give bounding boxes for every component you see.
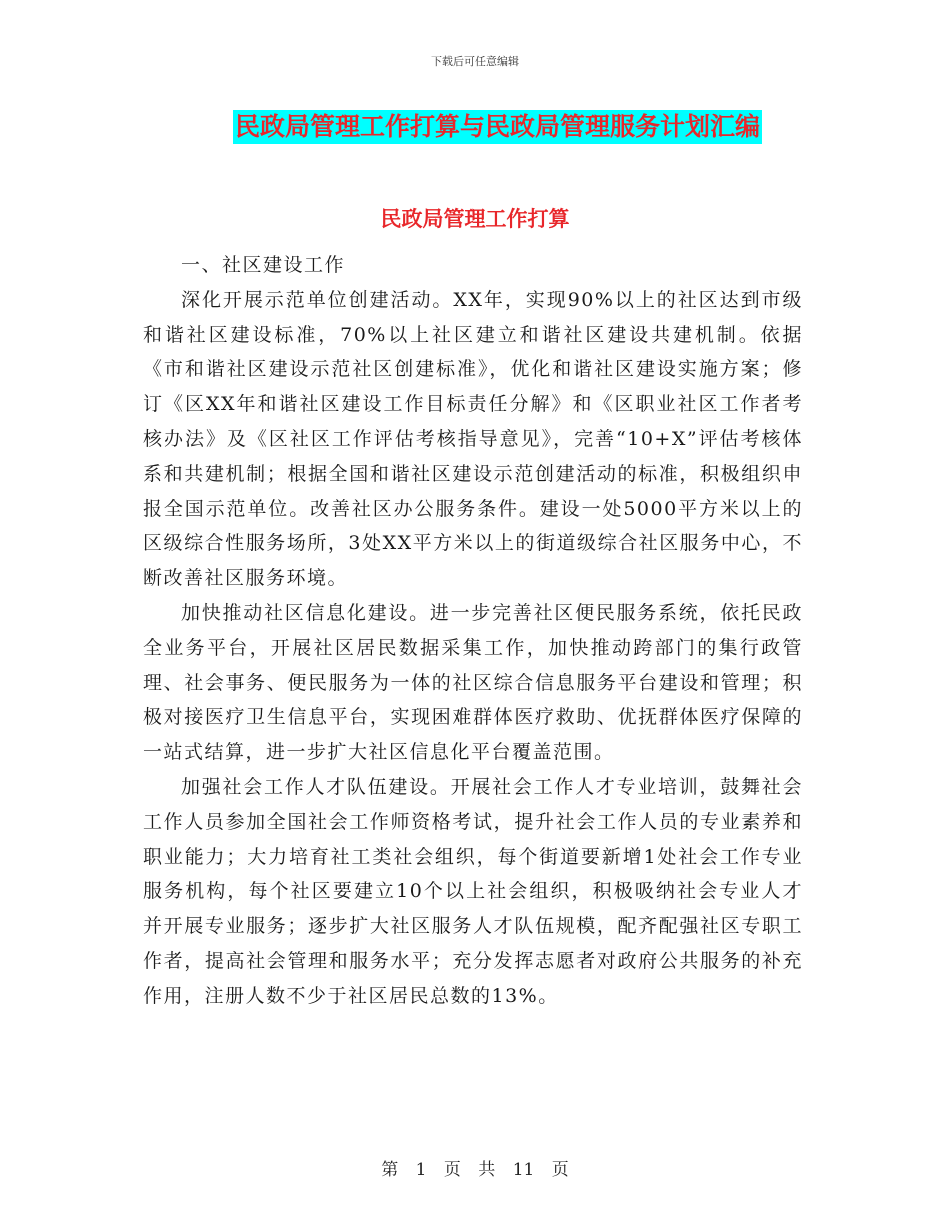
page-footer xyxy=(0,1155,950,1180)
document-main-title xyxy=(0,110,950,144)
footer-suffix: 页 xyxy=(551,1160,569,1180)
total-page-count: 11 xyxy=(512,1160,535,1180)
footer-total-prefix: 共 xyxy=(478,1160,496,1180)
main-title-text: 民政局管理工作打算与民政局管理服务计划汇编 xyxy=(233,110,762,144)
header-note: 下载后可任意编辑 xyxy=(431,55,519,68)
section-title: 民政局管理工作打算 xyxy=(380,206,570,231)
paragraph-2: 加快推动社区信息化建设。进一步完善社区便民服务系统，依托民政全业务平台，开展社区居民数据采集工作，加快推动跨部门的集行政管理、社会事务、便民服务为一体的社区综合信息服务平台建设和管理；积极对接医疗卫生信息平台，实现困难群体医疗救助、优抚群体医疗保障的一站式结算，进一步扩大社区信息化平台覆盖范围。 xyxy=(143,601,803,764)
footer-page-word: 页 xyxy=(443,1160,461,1180)
paragraph-3: 加强社会工作人才队伍建设。开展社会工作人才专业培训，鼓舞社会工作人员参加全国社会工作师资格考试，提升社会工作人员的专业素养和职业能力；大力培育社工类社会组织，每个街道要新增1处社会工作专业服务机构，每个社区要建立10个以上社会组织，积极吸纳社会专业人才并开展专业服务；逐步扩大社区服务人才队伍规模，配齐配强社区专职工作者，提高社会管理和服务水平；充分发挥志愿者对政府公共服务的补充作用，注册人数不少于社区居民总数的13%。 xyxy=(143,775,803,1007)
footer-prefix: 第 xyxy=(381,1160,399,1180)
paragraph-1: 深化开展示范单位创建活动。XX年，实现90%以上的社区达到市级和谐社区建设标准，70%以上社区建立和谐社区建设共建机制。依据《市和谐社区建设示范社区创建标准》，优化和谐社区建设实施方案；修订《区XX年和谐社区建设工作目标责任分解》和《区职业社区工作者考核办法》及《区社区工作评估考核指导意见》，完善“10+X”评估考核体系和共建机制；根据全国和谐社区建设示范创建活动的标准，积极组织申报全国示范单位。改善社区办公服务条件。建设一处5000平方米以上的区级综合性服务场所，3处XX平方米以上的街道级综合社区服务中心，不断改善社区服务环境。 xyxy=(143,288,803,590)
heading-community-construction: 一、社区建设工作 xyxy=(181,254,346,276)
current-page-number: 1 xyxy=(415,1160,427,1180)
document-body xyxy=(143,248,803,1014)
